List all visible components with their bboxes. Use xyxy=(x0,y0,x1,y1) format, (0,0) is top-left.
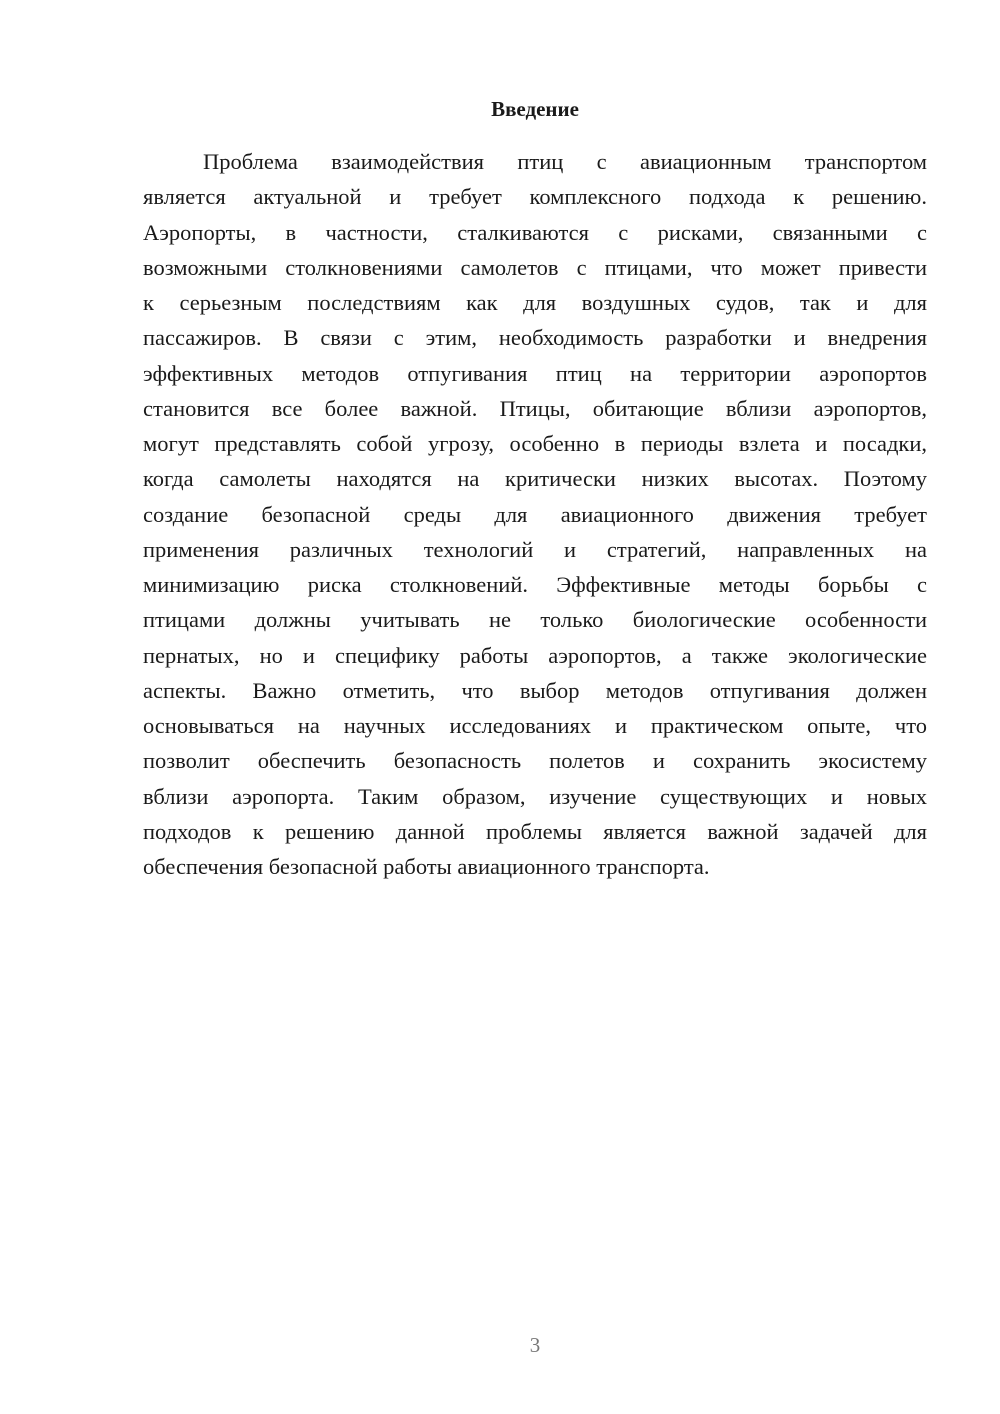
text-line: когда самолеты находятся на критически низких высотах. Поэтому xyxy=(143,466,927,492)
text-line: могут представлять собой угрозу, особенно в периоды взлета и посадки, xyxy=(143,431,927,456)
text-line: вблизи аэропорта. Таким образом, изучение существующих и новых xyxy=(143,783,927,809)
text-line: птицами должны учитывать не только биологические особенности xyxy=(143,607,927,633)
text-line: Аэропорты, в частности, сталкиваются с рисками, связанными с xyxy=(143,219,927,245)
text-line: минимизацию риска столкновений. Эффективные методы борьбы с xyxy=(143,572,927,597)
text-line: позволит обеспечить безопасность полетов и сохранить экосистему xyxy=(143,748,927,774)
text-line: становится все более важной. Птицы, обитающие вблизи аэропортов, xyxy=(143,395,927,421)
text-line: возможными столкновениями самолетов с птицами, что может привести xyxy=(143,254,927,280)
text-line: является актуальной и требует комплексного подхода к решению. xyxy=(143,184,927,210)
body-paragraph xyxy=(143,144,927,884)
text-line: создание безопасной среды для авиационного движения требует xyxy=(143,501,927,527)
section-heading: Введение xyxy=(491,97,579,121)
text-line: к серьезным последствиям как для воздушных судов, так и для xyxy=(143,290,927,315)
text-line: аспекты. Важно отметить, что выбор методов отпугивания должен xyxy=(143,677,927,703)
page-number: 3 xyxy=(529,1333,541,1357)
text-line: основываться на научных исследованиях и практическом опыте, что xyxy=(143,713,927,738)
text-line: применения различных технологий и стратегий, направленных на xyxy=(143,536,927,562)
text-line: обеспечения безопасной работы авиационного транспорта. xyxy=(143,854,710,879)
text-line: Проблема взаимодействия птиц с авиационным транспортом xyxy=(203,149,927,174)
text-line: эффективных методов отпугивания птиц на территории аэропортов xyxy=(143,360,927,386)
text-line: пассажиров. В связи с этим, необходимость разработки и внедрения xyxy=(143,325,927,351)
text-line: пернатых, но и специфику работы аэропортов, а также экологические xyxy=(143,642,927,668)
text-line: подходов к решению данной проблемы является важной задачей для xyxy=(143,818,927,844)
